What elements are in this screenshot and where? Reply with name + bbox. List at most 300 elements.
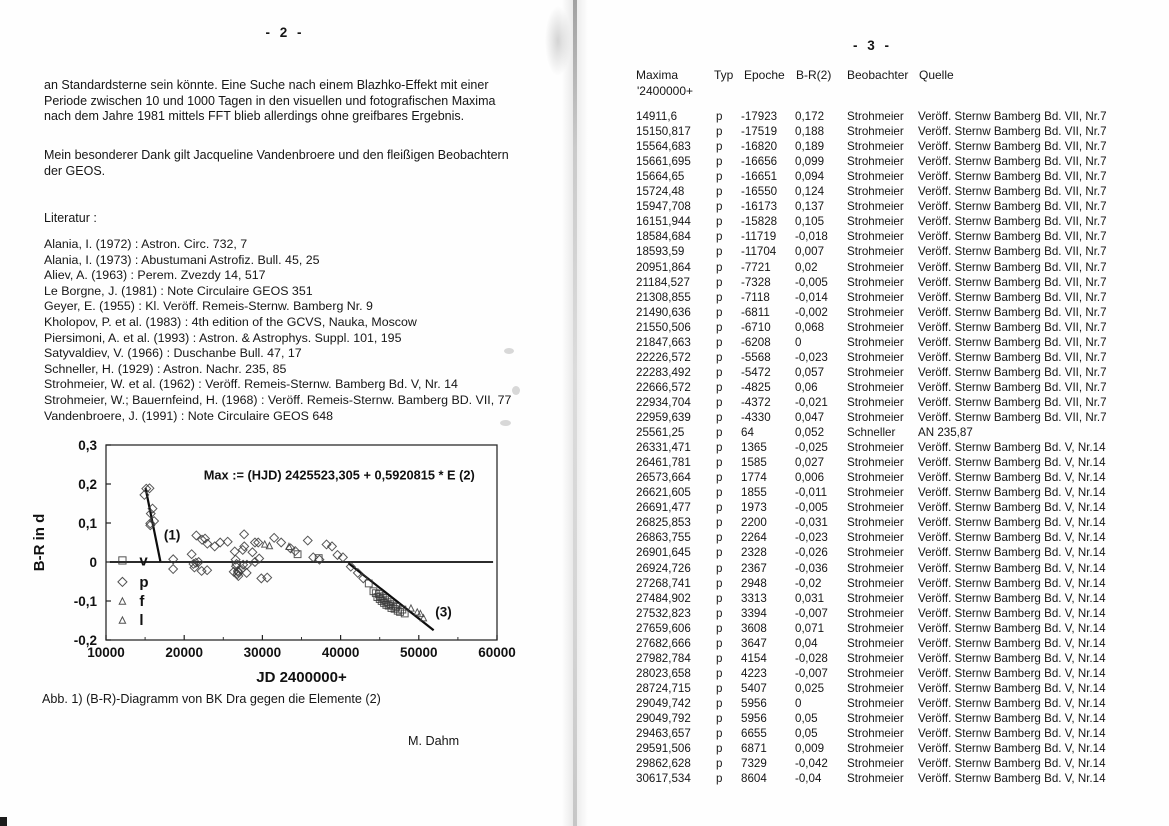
diamond-marker [240, 530, 249, 539]
cell-beobachter: Strohmeier [847, 350, 904, 364]
cell-typ: p [716, 471, 723, 485]
cell-quelle: Veröff. Sternw Bamberg Bd. VII, Nr.7 [918, 140, 1107, 154]
cell-beobachter: Strohmeier [847, 531, 904, 545]
cell-epoche: 3647 [741, 636, 767, 650]
cell-maxima: 29463,657 [636, 727, 691, 741]
cell-quelle: Veröff. Sternw Bamberg Bd. V, Nr.14 [918, 591, 1106, 605]
cell-maxima: 15564,683 [636, 140, 691, 154]
cell-br2: 0 [795, 335, 802, 349]
diamond-marker [263, 573, 272, 582]
cell-beobachter: Strohmeier [847, 335, 904, 349]
diamond-marker [254, 538, 263, 547]
diamond-marker [242, 569, 251, 578]
cell-beobachter: Strohmeier [847, 606, 904, 620]
cell-quelle: Veröff. Sternw Bamberg Bd. VII, Nr.7 [918, 320, 1107, 334]
cell-br2: -0,002 [795, 305, 828, 319]
scan-smudge [504, 348, 514, 354]
cell-epoche: 6871 [741, 742, 767, 756]
cell-br2: 0,006 [795, 471, 825, 485]
cell-quelle: Veröff. Sternw Bamberg Bd. VII, Nr.7 [918, 335, 1107, 349]
cell-typ: p [716, 200, 723, 214]
cell-epoche: -17923 [741, 110, 778, 123]
cell-epoche: -5472 [741, 365, 771, 379]
cell-maxima: 28023,658 [636, 666, 691, 680]
cell-br2: 0,188 [795, 125, 825, 139]
cell-epoche: 5407 [741, 681, 767, 695]
diamond-marker [216, 538, 225, 547]
cell-typ: p [716, 245, 723, 259]
cell-br2: 0,047 [795, 411, 825, 424]
cell-epoche: 3313 [741, 591, 767, 605]
cell-epoche: 3394 [741, 606, 767, 620]
cell-typ: p [716, 486, 723, 500]
cell-epoche: 1855 [741, 486, 767, 500]
cell-br2: 0,189 [795, 140, 825, 154]
cell-beobachter: Strohmeier [847, 380, 904, 394]
cell-beobachter: Strohmeier [847, 365, 904, 379]
cell-maxima: 27682,666 [636, 636, 691, 650]
cell-maxima: 26924,726 [636, 561, 691, 575]
diamond-marker [230, 547, 239, 556]
cell-beobachter: Strohmeier [847, 636, 904, 650]
cell-br2: -0,02 [795, 576, 822, 590]
cell-typ: p [716, 712, 723, 725]
cell-br2: 0,094 [795, 170, 825, 184]
cell-maxima: 29049,792 [636, 712, 691, 725]
cell-beobachter: Strohmeier [847, 185, 904, 199]
cell-epoche: 1774 [741, 471, 767, 485]
cell-maxima: 28724,715 [636, 681, 691, 695]
cell-typ: p [716, 456, 723, 470]
cell-quelle: Veröff. Sternw Bamberg Bd. VII, Nr.7 [918, 245, 1107, 259]
cell-typ: p [716, 140, 723, 154]
cell-epoche: -4330 [741, 411, 771, 424]
cell-br2: -0,025 [795, 441, 828, 455]
cell-maxima: 26901,645 [636, 546, 691, 560]
page2-paragraph2 [44, 148, 509, 179]
cell-epoche: -16173 [741, 200, 778, 214]
cell-typ: p [716, 591, 723, 605]
cell-quelle: Veröff. Sternw Bamberg Bd. V, Nr.14 [918, 471, 1106, 485]
cell-beobachter: Strohmeier [847, 230, 904, 244]
cell-quelle: Veröff. Sternw Bamberg Bd. VII, Nr.7 [918, 275, 1107, 289]
cell-br2: 0,124 [795, 185, 825, 199]
reference-item: Geyer, E. (1955) : Kl. Veröff. Remeis-Sternw. Bamberg Nr. 9 [44, 299, 373, 314]
cell-quelle: Veröff. Sternw Bamberg Bd. V, Nr.14 [918, 441, 1106, 455]
cell-maxima: 15664,65 [636, 170, 685, 184]
y-tick-label: 0,1 [78, 516, 97, 531]
cell-br2: 0,099 [795, 155, 825, 169]
cell-beobachter: Strohmeier [847, 651, 904, 665]
cell-typ: p [716, 335, 723, 349]
cell-quelle: Veröff. Sternw Bamberg Bd. V, Nr.14 [918, 651, 1106, 665]
cell-beobachter: Strohmeier [847, 621, 904, 635]
cell-maxima: 27268,741 [636, 576, 691, 590]
cell-quelle: Veröff. Sternw Bamberg Bd. V, Nr.14 [918, 576, 1106, 590]
col-header-quelle: Quelle [919, 68, 954, 82]
cell-epoche: -16651 [741, 170, 778, 184]
scan-corner-shade [545, 6, 571, 76]
cell-br2: -0,018 [795, 230, 828, 244]
cell-br2: -0,026 [795, 546, 828, 560]
cell-quelle: Veröff. Sternw Bamberg Bd. VII, Nr.7 [918, 290, 1107, 304]
cell-quelle: Veröff. Sternw Bamberg Bd. V, Nr.14 [918, 531, 1106, 545]
cell-typ: p [716, 681, 723, 695]
cell-epoche: -7118 [741, 290, 770, 304]
cell-typ: p [716, 621, 723, 635]
cell-maxima: 26461,781 [636, 456, 691, 470]
figure-caption: Abb. 1) (B-R)-Diagramm von BK Dra gegen die Elemente (2) [42, 692, 381, 706]
cell-epoche: -17519 [741, 125, 778, 139]
legend-label: p [139, 573, 149, 591]
square-marker [119, 557, 126, 564]
cell-maxima: 20951,864 [636, 260, 691, 274]
cell-maxima: 22666,572 [636, 380, 691, 394]
cell-typ: p [716, 170, 723, 184]
cell-maxima: 15150,817 [636, 125, 691, 139]
cell-maxima: 18584,684 [636, 230, 691, 244]
cell-maxima: 15724,48 [636, 185, 685, 199]
cell-quelle: Veröff. Sternw Bamberg Bd. VII, Nr.7 [918, 125, 1107, 139]
triangle-marker [119, 598, 125, 604]
col-header-maxima: Maxima [636, 68, 679, 82]
cell-typ: p [716, 275, 723, 289]
cell-beobachter: Strohmeier [847, 471, 904, 485]
cell-br2: 0,05 [795, 712, 818, 725]
reference-item: Vandenbroere, J. (1991) : Note Circulaire GEOS 648 [44, 408, 334, 423]
literature-heading: Literatur : [44, 211, 97, 225]
cell-epoche: 2948 [741, 576, 767, 590]
diamond-marker [270, 533, 279, 542]
diamond-marker [248, 548, 257, 557]
cell-maxima: 21847,663 [636, 335, 691, 349]
cell-maxima: 30617,534 [636, 772, 691, 786]
cell-epoche: 2367 [741, 561, 767, 575]
cell-beobachter: Strohmeier [847, 125, 904, 139]
reference-item: Aliev, A. (1963) : Perem. Zvezdy 14, 517 [44, 268, 266, 283]
x-tick-label: 40000 [321, 645, 360, 660]
cell-beobachter: Strohmeier [847, 170, 904, 184]
cell-quelle: Veröff. Sternw Bamberg Bd. VII, Nr.7 [918, 215, 1107, 229]
cell-maxima: 18593,59 [636, 245, 685, 259]
cell-br2: 0,027 [795, 456, 825, 470]
cell-maxima: 22959,639 [636, 411, 691, 424]
page2-paragraph1 [44, 78, 495, 125]
cell-br2: 0,031 [795, 591, 825, 605]
cell-maxima: 26825,853 [636, 516, 691, 530]
legend-label: l [139, 612, 144, 630]
cell-typ: p [716, 576, 723, 590]
cell-quelle: Veröff. Sternw Bamberg Bd. VII, Nr.7 [918, 200, 1107, 214]
cell-maxima: 21490,636 [636, 305, 691, 319]
reference-item: Strohmeier, W. et al. (1962) : Veröff. Remeis-Sternw. Bamberg Bd. V, Nr. 14 [44, 377, 458, 392]
cell-quelle: Veröff. Sternw Bamberg Bd. V, Nr.14 [918, 666, 1106, 680]
x-tick-label: 10000 [87, 645, 125, 660]
cell-quelle: Veröff. Sternw Bamberg Bd. VII, Nr.7 [918, 350, 1107, 364]
cell-quelle: Veröff. Sternw Bamberg Bd. VII, Nr.7 [918, 230, 1107, 244]
paragraph-line: Periode zwischen 10 und 1000 Tagen in den visuellen und fotografischen Maxima [44, 93, 496, 108]
cell-beobachter: Strohmeier [847, 591, 904, 605]
cell-quelle: Veröff. Sternw Bamberg Bd. V, Nr.14 [918, 772, 1106, 786]
cell-maxima: 14911,6 [636, 110, 678, 123]
cell-typ: p [716, 636, 723, 650]
diamond-marker [257, 574, 266, 583]
cell-beobachter: Strohmeier [847, 411, 904, 424]
cell-br2: 0,172 [795, 110, 825, 123]
cell-beobachter: Strohmeier [847, 155, 904, 169]
cell-quelle: Veröff. Sternw Bamberg Bd. VII, Nr.7 [918, 110, 1107, 123]
reference-item: Alania, I. (1972) : Astron. Circ. 732, 7 [44, 237, 248, 251]
cell-epoche: 64 [741, 426, 754, 440]
cell-br2: -0,023 [795, 531, 828, 545]
cell-quelle: Veröff. Sternw Bamberg Bd. V, Nr.14 [918, 516, 1106, 530]
cell-maxima: 29862,628 [636, 757, 691, 771]
x-axis-label: JD 2400000+ [256, 669, 347, 686]
cell-epoche: 6655 [741, 727, 767, 741]
cell-epoche: -16550 [741, 185, 778, 199]
col-header-br2: B-R(2) [796, 68, 832, 82]
cell-beobachter: Strohmeier [847, 546, 904, 560]
cell-beobachter: Strohmeier [847, 501, 904, 515]
triangle-marker [420, 615, 426, 621]
cell-maxima: 16151,944 [636, 215, 691, 229]
cell-epoche: -16656 [741, 155, 778, 169]
diamond-marker [118, 577, 127, 586]
cell-typ: p [716, 260, 723, 274]
diamond-marker [303, 536, 312, 545]
cell-maxima: 15947,708 [636, 200, 691, 214]
x-tick-label: 30000 [243, 645, 282, 660]
author-signature: M. Dahm [408, 734, 460, 748]
cell-maxima: 25561,25 [636, 426, 685, 440]
triangle-marker [408, 605, 414, 611]
cell-epoche: 2264 [741, 531, 767, 545]
cell-br2: -0,04 [795, 772, 822, 786]
paragraph-line: der GEOS. [44, 163, 106, 178]
cell-quelle: Veröff. Sternw Bamberg Bd. VII, Nr.7 [918, 411, 1107, 424]
cell-typ: p [716, 531, 723, 545]
diamond-marker [223, 537, 232, 546]
col-header-beobachter: Beobachter [847, 68, 909, 82]
reference-item: Le Borgne, J. (1981) : Note Circulaire GEOS 351 [44, 283, 313, 298]
cell-epoche: 8604 [741, 772, 767, 786]
cell-quelle: Veröff. Sternw Bamberg Bd. V, Nr.14 [918, 712, 1106, 725]
cell-beobachter: Strohmeier [847, 305, 904, 319]
cell-br2: 0,068 [795, 320, 825, 334]
cell-typ: p [716, 501, 723, 515]
scan-corner-mark [0, 817, 7, 826]
cell-br2: -0,023 [795, 350, 828, 364]
cell-br2: 0,02 [795, 260, 818, 274]
cell-beobachter: Strohmeier [847, 275, 904, 289]
cell-epoche: 3608 [741, 621, 767, 635]
x-tick-label: 20000 [165, 645, 203, 660]
diamond-marker [187, 550, 196, 559]
y-tick-label: -0,1 [73, 594, 97, 609]
y-tick-label: 0,2 [78, 477, 97, 492]
cell-maxima: 22283,492 [636, 365, 691, 379]
cell-beobachter: Strohmeier [847, 140, 904, 154]
cell-epoche: -7328 [741, 275, 771, 289]
y-tick-label: 0 [89, 555, 97, 570]
cell-typ: p [716, 185, 723, 199]
cell-quelle: Veröff. Sternw Bamberg Bd. V, Nr.14 [918, 456, 1106, 470]
maxima-subheader: '2400000+ [637, 84, 694, 98]
cell-epoche: -7721 [741, 260, 771, 274]
x-tick-label: 50000 [400, 645, 438, 660]
cell-br2: -0,005 [795, 275, 828, 289]
cell-typ: p [716, 727, 723, 741]
triangle-marker [119, 617, 125, 623]
cell-beobachter: Strohmeier [847, 110, 904, 123]
cell-typ: p [716, 561, 723, 575]
diamond-marker [169, 565, 178, 574]
cell-beobachter: Strohmeier [847, 561, 904, 575]
cell-maxima: 26621,605 [636, 486, 691, 500]
cell-epoche: 4154 [741, 651, 767, 665]
cell-quelle: Veröff. Sternw Bamberg Bd. V, Nr.14 [918, 606, 1106, 620]
cell-br2: 0,009 [795, 742, 825, 756]
cell-epoche: 7329 [741, 757, 767, 771]
page-gutter-shadow [573, 0, 577, 826]
cell-quelle: Veröff. Sternw Bamberg Bd. V, Nr.14 [918, 757, 1106, 771]
cell-epoche: 5956 [741, 696, 767, 710]
cell-typ: p [716, 305, 723, 319]
cell-typ: p [716, 125, 723, 139]
cell-quelle: Veröff. Sternw Bamberg Bd. VII, Nr.7 [918, 365, 1107, 379]
cell-beobachter: Schneller [847, 426, 896, 440]
cell-br2: 0,04 [795, 636, 818, 650]
cell-typ: p [716, 320, 723, 334]
cell-maxima: 15661,695 [636, 155, 691, 169]
cell-br2: 0,057 [795, 365, 825, 379]
cell-epoche: -11719 [741, 230, 777, 244]
cell-br2: 0,007 [795, 245, 825, 259]
cell-epoche: -6710 [741, 320, 771, 334]
cell-br2: -0,036 [795, 561, 828, 575]
cell-beobachter: Strohmeier [847, 486, 904, 500]
cell-typ: p [716, 110, 723, 123]
cell-br2: -0,031 [795, 516, 828, 530]
cell-epoche: -4825 [741, 380, 771, 394]
diamond-marker [277, 538, 286, 547]
cell-typ: p [716, 411, 723, 424]
cell-br2: 0,071 [795, 621, 825, 635]
cell-maxima: 22226,572 [636, 350, 691, 364]
cell-beobachter: Strohmeier [847, 441, 904, 455]
cell-beobachter: Strohmeier [847, 245, 904, 259]
cell-quelle: Veröff. Sternw Bamberg Bd. VII, Nr.7 [918, 380, 1107, 394]
cell-br2: 0,06 [795, 380, 818, 394]
cell-epoche: 2200 [741, 516, 767, 530]
reference-item: Schneller, H. (1929) : Astron. Nachr. 235, 85 [44, 361, 287, 376]
cell-maxima: 26691,477 [636, 501, 691, 515]
x-tick-label: 60000 [478, 645, 516, 660]
cell-epoche: 1365 [741, 441, 767, 455]
cell-epoche: -16820 [741, 140, 778, 154]
cell-beobachter: Strohmeier [847, 320, 904, 334]
cell-beobachter: Strohmeier [847, 666, 904, 680]
cell-br2: 0,025 [795, 681, 825, 695]
line-label: (1) [163, 527, 181, 543]
legend-label: f [139, 593, 145, 610]
cell-quelle: Veröff. Sternw Bamberg Bd. VII, Nr.7 [918, 155, 1107, 169]
cell-maxima: 26573,664 [636, 471, 691, 485]
cell-beobachter: Strohmeier [847, 516, 904, 530]
cell-quelle: Veröff. Sternw Bamberg Bd. VII, Nr.7 [918, 185, 1107, 199]
cell-maxima: 29591,506 [636, 742, 691, 756]
y-tick-label: 0,3 [78, 438, 97, 453]
cell-typ: p [716, 230, 723, 244]
cell-quelle: Veröff. Sternw Bamberg Bd. V, Nr.14 [918, 636, 1106, 650]
cell-typ: p [716, 696, 723, 710]
br-diagram-figure [30, 420, 550, 720]
scan-smudge [512, 386, 520, 395]
reference-list [44, 237, 511, 424]
cell-br2: -0,011 [795, 486, 828, 500]
cell-beobachter: Strohmeier [847, 395, 904, 409]
cell-beobachter: Strohmeier [847, 576, 904, 590]
cell-epoche: -11704 [741, 245, 777, 259]
cell-epoche: 1973 [741, 501, 767, 515]
cell-beobachter: Strohmeier [847, 772, 904, 786]
y-axis-label: B-R in d [31, 513, 48, 572]
col-header-epoche: Epoche [744, 68, 785, 82]
cell-typ: p [716, 426, 723, 440]
cell-epoche: -6811 [741, 305, 770, 319]
cell-quelle: Veröff. Sternw Bamberg Bd. V, Nr.14 [918, 546, 1106, 560]
cell-epoche: 4223 [741, 666, 767, 680]
cell-quelle: Veröff. Sternw Bamberg Bd. VII, Nr.7 [918, 395, 1107, 409]
cell-beobachter: Strohmeier [847, 696, 904, 710]
line-label: (3) [435, 604, 452, 620]
cell-beobachter: Strohmeier [847, 681, 904, 695]
cell-br2: -0,014 [795, 290, 828, 304]
col-header-typ: Typ [714, 68, 734, 82]
cell-quelle: Veröff. Sternw Bamberg Bd. VII, Nr.7 [918, 305, 1107, 319]
cell-maxima: 29049,742 [636, 696, 691, 710]
cell-typ: p [716, 772, 723, 786]
cell-typ: p [716, 350, 723, 364]
cell-maxima: 21184,527 [636, 275, 690, 289]
cell-quelle: Veröff. Sternw Bamberg Bd. V, Nr.14 [918, 561, 1106, 575]
paragraph-line: nach dem Jahre 1981 mittels FFT blieb allerdings ohne greifbares Ergebnis. [44, 109, 465, 124]
reference-item: Kholopov, P. et al. (1983) : 4th edition of the GCVS, Nauka, Moscow [44, 314, 417, 329]
cell-typ: p [716, 546, 723, 560]
reference-item: Alania, I. (1973) : Abustumani Astrofiz. Bull. 45, 25 [44, 252, 320, 267]
cell-br2: 0,05 [795, 727, 818, 741]
cell-epoche: 1585 [741, 456, 767, 470]
cell-br2: -0,028 [795, 651, 828, 665]
cell-maxima: 26863,755 [636, 531, 691, 545]
cell-br2: -0,005 [795, 501, 828, 515]
cell-beobachter: Strohmeier [847, 456, 904, 470]
cell-beobachter: Strohmeier [847, 712, 904, 725]
cell-epoche: -4372 [741, 395, 771, 409]
cell-typ: p [716, 757, 723, 771]
scan-smudge [500, 420, 511, 426]
cell-typ: p [716, 290, 723, 304]
cell-maxima: 26331,471 [636, 441, 691, 455]
cell-quelle: Veröff. Sternw Bamberg Bd. V, Nr.14 [918, 681, 1106, 695]
paragraph-line: Mein besonderer Dank gilt Jacqueline Vandenbroere und den fleißigen Beobachtern [44, 148, 509, 162]
cell-br2: 0,137 [795, 200, 825, 214]
cell-typ: p [716, 651, 723, 665]
cell-maxima: 22934,704 [636, 395, 691, 409]
cell-typ: p [716, 742, 723, 756]
cell-typ: p [716, 380, 723, 394]
cell-quelle: Veröff. Sternw Bamberg Bd. V, Nr.14 [918, 696, 1106, 710]
